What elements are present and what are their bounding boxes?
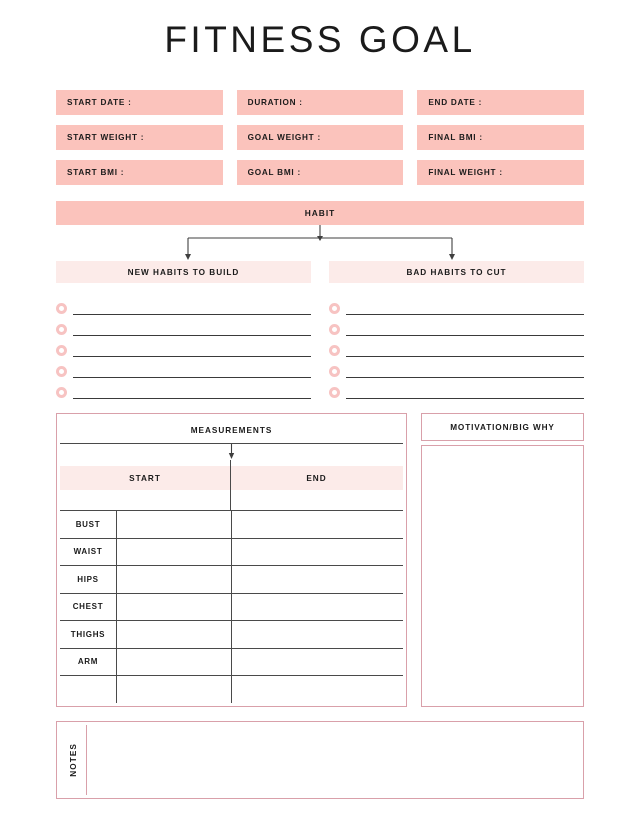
habit-heading-label: NEW HABITS TO BUILD bbox=[127, 267, 240, 277]
field-label: GOAL WEIGHT : bbox=[247, 133, 321, 142]
cell-end[interactable] bbox=[232, 566, 404, 594]
cell-start[interactable] bbox=[117, 538, 232, 566]
table-row bbox=[60, 648, 403, 676]
measurements-title-label: MEASUREMENTS bbox=[190, 425, 273, 435]
field-final-weight[interactable] bbox=[417, 160, 584, 185]
circle-bullet-icon bbox=[329, 387, 340, 398]
cell-end[interactable] bbox=[232, 511, 404, 539]
habit-list-item[interactable] bbox=[56, 378, 311, 399]
write-on-line[interactable] bbox=[346, 343, 584, 357]
write-on-line[interactable] bbox=[73, 301, 311, 315]
field-start-weight[interactable] bbox=[56, 125, 223, 150]
lower-section bbox=[0, 413, 640, 707]
habit-connector bbox=[56, 225, 584, 263]
habit-list-item[interactable] bbox=[329, 294, 584, 315]
field-label: START WEIGHT : bbox=[67, 133, 145, 142]
measurements-header-end bbox=[230, 466, 403, 490]
row-label: THIGHS bbox=[60, 621, 117, 649]
circle-bullet-icon bbox=[329, 324, 340, 335]
field-start-bmi[interactable] bbox=[56, 160, 223, 185]
habit-list-item[interactable] bbox=[56, 336, 311, 357]
habit-list-item[interactable] bbox=[329, 378, 584, 399]
cell-end[interactable] bbox=[232, 538, 404, 566]
cell-start[interactable] bbox=[117, 676, 232, 703]
habit-column-heading bbox=[329, 261, 584, 283]
field-goal-weight[interactable] bbox=[237, 125, 404, 150]
write-on-line[interactable] bbox=[346, 322, 584, 336]
table-row bbox=[60, 538, 403, 566]
motivation-panel bbox=[421, 413, 584, 707]
cell-end[interactable] bbox=[232, 621, 404, 649]
habit-columns bbox=[0, 261, 640, 399]
habit-list-item[interactable] bbox=[56, 294, 311, 315]
cell-end[interactable] bbox=[232, 648, 404, 676]
write-on-line[interactable] bbox=[73, 385, 311, 399]
write-on-line[interactable] bbox=[73, 322, 311, 336]
habit-list-item[interactable] bbox=[329, 336, 584, 357]
circle-bullet-icon bbox=[56, 387, 67, 398]
field-goal-bmi[interactable] bbox=[237, 160, 404, 185]
field-duration[interactable] bbox=[237, 90, 404, 115]
table-row bbox=[60, 566, 403, 594]
habit-banner bbox=[56, 201, 584, 225]
field-label: END DATE : bbox=[428, 98, 483, 107]
notes-panel bbox=[56, 721, 584, 799]
cell-start[interactable] bbox=[117, 593, 232, 621]
circle-bullet-icon bbox=[56, 303, 67, 314]
habit-list-cut bbox=[329, 294, 584, 399]
notes-label-tab bbox=[60, 725, 87, 795]
field-label: START DATE : bbox=[67, 98, 132, 107]
habit-list-item[interactable] bbox=[56, 357, 311, 378]
column-header-label: END bbox=[306, 473, 327, 483]
circle-bullet-icon bbox=[56, 366, 67, 377]
cell-end[interactable] bbox=[232, 676, 404, 703]
row-label bbox=[60, 676, 117, 703]
row-label: HIPS bbox=[60, 566, 117, 594]
measurements-header-start bbox=[60, 466, 230, 490]
circle-bullet-icon bbox=[56, 324, 67, 335]
habit-banner-label: HABIT bbox=[304, 208, 336, 218]
notes-textarea[interactable] bbox=[87, 725, 580, 795]
habit-heading-label: BAD HABITS TO CUT bbox=[406, 267, 507, 277]
column-header-label: START bbox=[129, 473, 161, 483]
cell-start[interactable] bbox=[117, 511, 232, 539]
field-label: FINAL WEIGHT : bbox=[428, 168, 503, 177]
habit-list-item[interactable] bbox=[329, 315, 584, 336]
cell-end[interactable] bbox=[232, 593, 404, 621]
field-start-date[interactable] bbox=[56, 90, 223, 115]
motivation-title bbox=[421, 413, 584, 441]
down-arrow-icon bbox=[227, 444, 236, 460]
circle-bullet-icon bbox=[329, 303, 340, 314]
measurements-title bbox=[60, 417, 403, 444]
habit-column-cut bbox=[329, 261, 584, 399]
habit-column-build bbox=[56, 261, 311, 399]
table-row bbox=[60, 511, 403, 539]
page-title: FITNESS GOAL bbox=[164, 19, 476, 60]
circle-bullet-icon bbox=[329, 366, 340, 377]
table-row bbox=[60, 621, 403, 649]
table-row bbox=[60, 593, 403, 621]
notes-label: NOTES bbox=[68, 742, 78, 777]
cell-start[interactable] bbox=[117, 621, 232, 649]
motivation-title-label: MOTIVATION/BIG WHY bbox=[450, 422, 555, 432]
field-label: GOAL BMI : bbox=[247, 168, 301, 177]
field-end-date[interactable] bbox=[417, 90, 584, 115]
habit-list-item[interactable] bbox=[329, 357, 584, 378]
row-label: WAIST bbox=[60, 538, 117, 566]
habit-column-heading bbox=[56, 261, 311, 283]
row-label: CHEST bbox=[60, 593, 117, 621]
field-label: FINAL BMI : bbox=[428, 133, 483, 142]
write-on-line[interactable] bbox=[346, 385, 584, 399]
circle-bullet-icon bbox=[329, 345, 340, 356]
row-label: ARM bbox=[60, 648, 117, 676]
measurements-table bbox=[60, 510, 403, 703]
measurements-column-header-band bbox=[60, 444, 403, 510]
write-on-line[interactable] bbox=[73, 364, 311, 378]
row-label: BUST bbox=[60, 511, 117, 539]
write-on-line[interactable] bbox=[346, 301, 584, 315]
write-on-line[interactable] bbox=[73, 343, 311, 357]
field-final-bmi[interactable] bbox=[417, 125, 584, 150]
measurements-panel bbox=[56, 413, 407, 707]
goal-fields-grid bbox=[0, 90, 640, 185]
habit-list-build bbox=[56, 294, 311, 399]
motivation-textarea[interactable] bbox=[421, 445, 584, 707]
field-label: START BMI : bbox=[67, 168, 125, 177]
cell-start[interactable] bbox=[117, 648, 232, 676]
habit-list-item[interactable] bbox=[56, 315, 311, 336]
write-on-line[interactable] bbox=[346, 364, 584, 378]
cell-start[interactable] bbox=[117, 566, 232, 594]
field-label: DURATION : bbox=[247, 98, 303, 107]
table-row bbox=[60, 676, 403, 703]
circle-bullet-icon bbox=[56, 345, 67, 356]
